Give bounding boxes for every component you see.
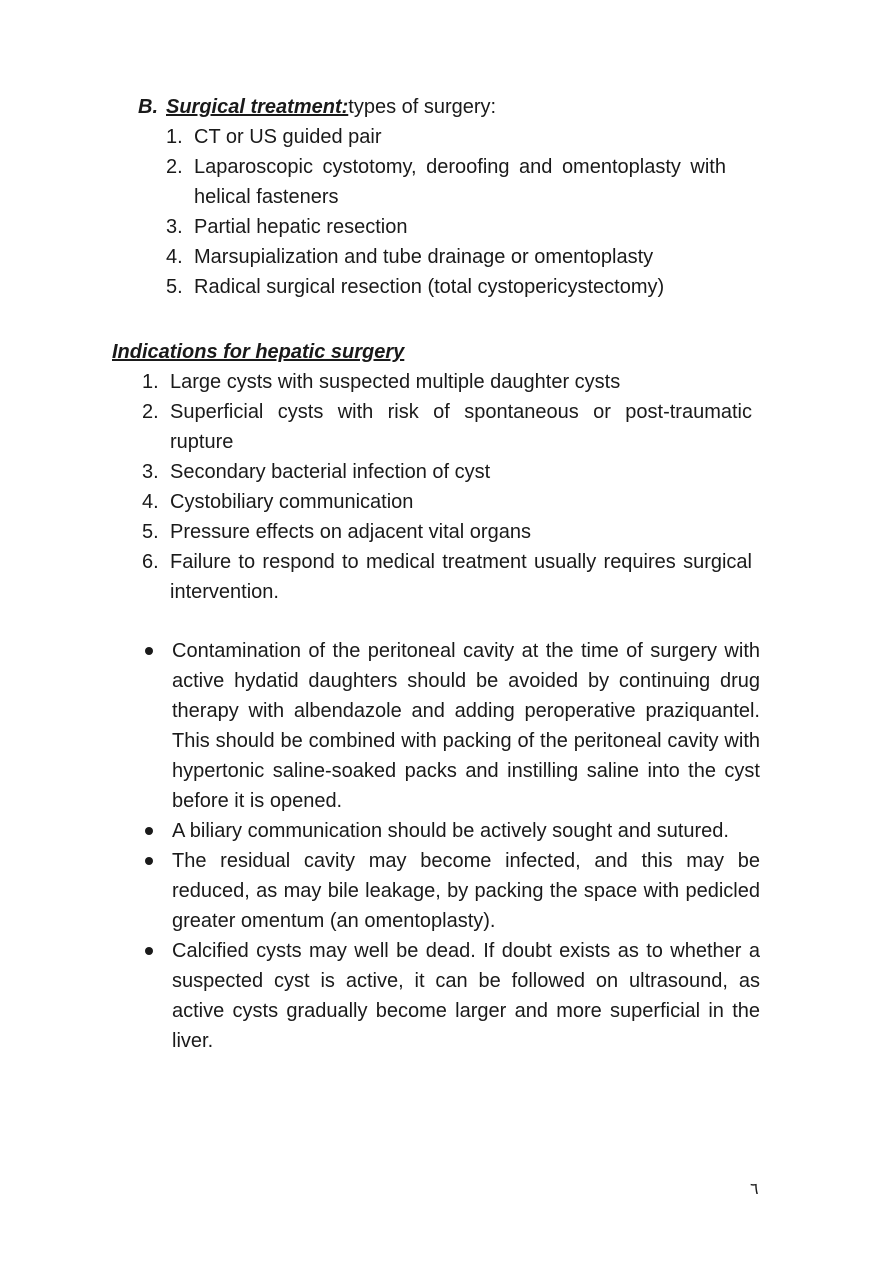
- page-number: ٦: [750, 1181, 759, 1198]
- item-text: Failure to respond to medical treatment usually requires surgical intervention.: [170, 551, 752, 603]
- bullet-item: [142, 846, 760, 936]
- bullet-text: The residual cavity may become infected, and this may be reduced, as may bile leakage, by packing the space with pedicled greater omentum (an omentoplasty).: [172, 850, 760, 932]
- list-item: [166, 122, 726, 152]
- item-text: Laparoscopic cystotomy, deroofing and omentoplasty with helical fasteners: [194, 156, 726, 208]
- bullet-item: [142, 636, 760, 816]
- item-number: 5.: [166, 276, 183, 298]
- bullet-dot-icon: [145, 857, 153, 865]
- list-item: [142, 487, 752, 517]
- surgical-treatment-title: Surgical treatment:: [166, 96, 349, 118]
- item-number: 5.: [142, 521, 159, 543]
- item-number: 3.: [142, 461, 159, 483]
- indications-heading: Indications for hepatic surgery: [112, 341, 405, 363]
- surgical-treatment-section: [138, 92, 758, 302]
- item-number: 2.: [142, 401, 159, 423]
- indications-list: [142, 367, 752, 607]
- indications-section: [112, 337, 762, 607]
- bullet-item: [142, 936, 760, 1056]
- item-number: 4.: [142, 491, 159, 513]
- bullet-text: Calcified cysts may well be dead. If doubt exists as to whether a suspected cyst is active, it can be followed on ultrasound, as active cysts gradually become larger and more superficial in the liver.: [172, 940, 760, 1052]
- item-number: 1.: [166, 126, 183, 148]
- bullet-dot-icon: [145, 947, 153, 955]
- list-item: [142, 517, 752, 547]
- item-text: Radical surgical resection (total cystopericystectomy): [194, 276, 665, 298]
- item-text: Marsupialization and tube drainage or omentoplasty: [194, 246, 654, 268]
- bullet-dot-icon: [145, 647, 153, 655]
- surgical-treatment-intro: types of surgery:: [348, 96, 497, 118]
- list-item: [142, 547, 752, 607]
- notes-bullet-list: [142, 636, 760, 1056]
- bullet-item: [142, 816, 760, 846]
- item-number: 3.: [166, 216, 183, 238]
- surgical-treatment-heading: [138, 92, 758, 122]
- list-item: [142, 367, 752, 397]
- list-item: [142, 457, 752, 487]
- item-text: Cystobiliary communication: [170, 491, 414, 513]
- item-text: Secondary bacterial infection of cyst: [170, 461, 491, 483]
- list-item: [166, 212, 726, 242]
- bullet-text: A biliary communication should be actively sought and sutured.: [172, 820, 729, 842]
- item-text: CT or US guided pair: [194, 126, 382, 148]
- bullet-text: Contamination of the peritoneal cavity at the time of surgery with active hydatid daughters should be avoided by continuing drug therapy with albendazole and adding peroperative praziquantel. This should be combined with packing of the peritoneal cavity with hypertonic saline-soaked packs and instilling saline into the cyst before it is opened.: [172, 640, 760, 812]
- item-text: Partial hepatic resection: [194, 216, 408, 238]
- list-item: [166, 152, 726, 212]
- list-item: [166, 272, 726, 302]
- list-item: [166, 242, 726, 272]
- item-text: Pressure effects on adjacent vital organs: [170, 521, 531, 543]
- item-number: 6.: [142, 551, 159, 573]
- item-text: Superficial cysts with risk of spontaneous or post-traumatic rupture: [170, 401, 752, 453]
- list-item: [142, 397, 752, 457]
- item-number: 2.: [166, 156, 183, 178]
- section-letter: B.: [138, 96, 158, 118]
- item-text: Large cysts with suspected multiple daughter cysts: [170, 371, 621, 393]
- item-number: 1.: [142, 371, 159, 393]
- item-number: 4.: [166, 246, 183, 268]
- surgery-types-list: [166, 122, 726, 302]
- bullet-dot-icon: [145, 827, 153, 835]
